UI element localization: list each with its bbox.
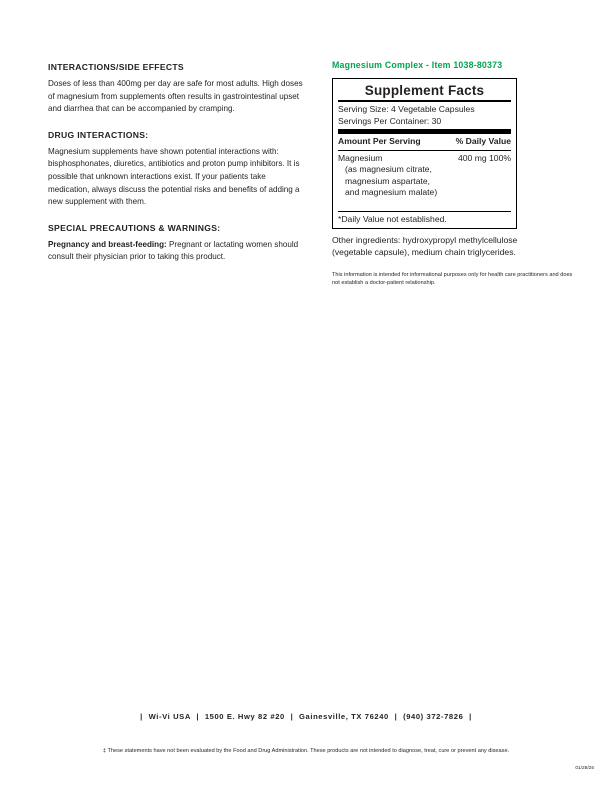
serving-size: Serving Size: 4 Vegetable Capsules — [338, 104, 475, 114]
section-heading: DRUG INTERACTIONS: — [48, 129, 149, 140]
table-header-row — [338, 136, 511, 148]
informational-disclaimer: This information is intended for informational purposes only for health care practitioners and does not establish a doctor-patient relationship. — [332, 271, 573, 287]
product-item-title: Magnesium Complex - Item 1038-80373 — [332, 60, 503, 70]
section-body-text: Pregnant or lactating women should consult their physician prior to taking this product. — [48, 239, 299, 262]
footer-company: Wi-Vi USA — [148, 712, 191, 721]
fda-disclaimer: ‡ These statements have not been evaluated by the Food and Drug Administration. These products are not intended to diagnose, treat, cure or prevent any disease. — [102, 748, 510, 754]
divider — [338, 129, 511, 134]
divider — [338, 211, 511, 212]
section-interactions-side-effects — [48, 62, 303, 116]
footer-separator: | — [394, 712, 398, 721]
supplement-facts-title: Supplement Facts — [364, 83, 485, 98]
section-body-lead: Pregnancy and breast-feeding: — [48, 239, 167, 249]
nutrient-row — [338, 153, 511, 165]
footer-separator: | — [469, 712, 472, 721]
footer-city-state-zip: Gainesville, TX 76240 — [299, 712, 389, 721]
section-body: Doses of less than 400mg per day are safe for most adults. High doses of magnesium from supplements often results in gastrointestinal upset and diarrhea that can be accompanied by cramping. — [48, 79, 303, 114]
section-special-precautions-warnings — [48, 223, 303, 264]
divider — [338, 150, 511, 151]
servings-per-container: Servings Per Container: 30 — [338, 115, 442, 126]
nutrient-amount: 400 mg 100% — [457, 152, 511, 163]
section-drug-interactions — [48, 130, 303, 209]
right-column — [332, 60, 577, 288]
other-ingredients: Other ingredients: hydroxypropyl methylcellulose (vegetable capsule), medium chain triglycerides. — [332, 235, 518, 258]
supplement-facts-panel — [332, 78, 517, 229]
nutrient-source-line: (as magnesium citrate, — [345, 164, 432, 175]
nutrient-name: Magnesium — [338, 152, 383, 163]
footer-separator: | — [290, 712, 294, 721]
section-heading: INTERACTIONS/SIDE EFFECTS — [48, 62, 184, 72]
nutrient-source-line: and magnesium malate) — [345, 187, 438, 198]
divider — [338, 100, 511, 102]
footer-address — [0, 712, 612, 721]
footer-street: 1500 E. Hwy 82 #20 — [204, 712, 285, 721]
section-heading: SPECIAL PRECAUTIONS & WARNINGS: — [48, 222, 221, 233]
nutrient-source-line: magnesium aspartate, — [345, 175, 431, 186]
left-column — [48, 62, 303, 278]
footer-phone: (940) 372-7826 — [403, 712, 464, 721]
section-body — [48, 239, 303, 264]
column-header-amount: Amount Per Serving — [338, 136, 421, 146]
footer-separator: | — [140, 712, 143, 721]
column-header-daily-value: % Daily Value — [455, 136, 511, 146]
footer-separator: | — [196, 712, 200, 721]
daily-value-footnote: *Daily Value not established. — [338, 213, 447, 224]
document-date-code: 01/28/25 — [575, 766, 594, 771]
section-body: Magnesium supplements have shown potential interactions with: bisphosphonates, diuretics, antibiotics and proton pump inhibitors. It is possible that unknown interactions exist. If your patients take medication, always discuss the potential risks and benefits of adding a new supplement with them. — [48, 146, 300, 207]
